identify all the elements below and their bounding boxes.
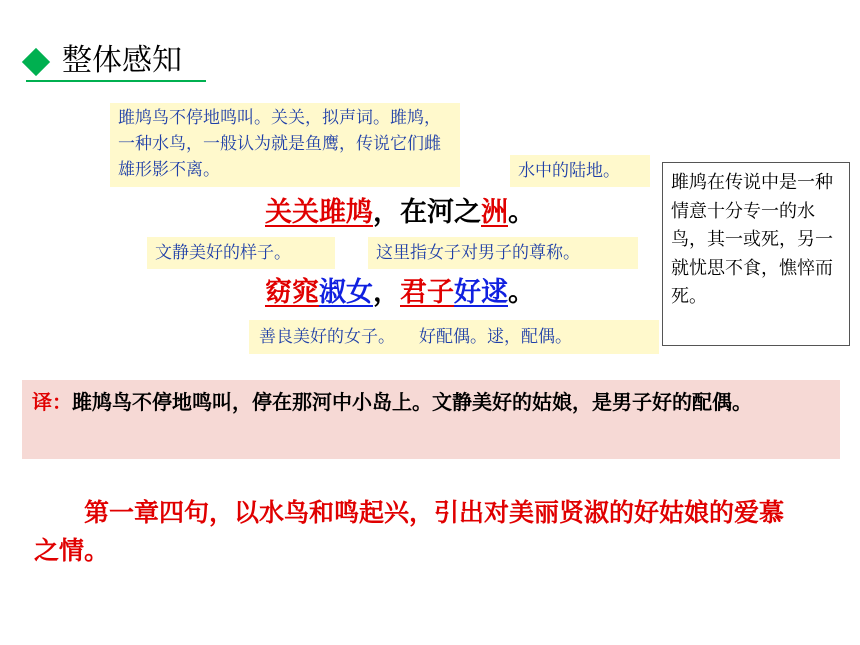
jujiu-legend-box: 雎鸠在传说中是一种情意十分专一的水鸟，其一或死，另一就忧思不食，憔悴而死。 — [662, 162, 850, 346]
note-shunv-haoqiu — [249, 320, 659, 354]
poem-word-junzi: 君子 — [400, 277, 454, 308]
note-shunv: 善良美好的女子。 — [259, 327, 395, 347]
poem-word-jujiu: 雎鸠 — [319, 197, 373, 228]
poem-line-2 — [265, 275, 535, 311]
heading-underline — [26, 80, 206, 82]
poem-word-shunv: 淑女 — [319, 277, 373, 308]
poem-line-1 — [265, 195, 535, 231]
poem-period: 。 — [508, 277, 535, 308]
translation-text: 雎鸠鸟不停地鸣叫，停在那河中小岛上。文静美好的姑娘，是男子好的配偶。 — [72, 390, 752, 414]
poem-word-guanguan: 关关 — [265, 197, 319, 228]
note-jujiu: 雎鸠鸟不停地鸣叫。关关，拟声词。雎鸠，一种水鸟，一般认为就是鱼鹰，传说它们雌雄形影不离。 — [110, 103, 460, 187]
note-zhou: 水中的陆地。 — [510, 155, 650, 187]
note-junzi: 这里指女子对男子的尊称。 — [368, 237, 638, 269]
note-yaotiao: 文静美好的样子。 — [147, 237, 335, 269]
poem-period: 。 — [508, 197, 535, 228]
poem-word-yaotiao: 窈窕 — [265, 277, 319, 308]
chapter-summary: 第一章四句，以水鸟和鸣起兴，引出对美丽贤淑的好姑娘的爱慕之情。 — [34, 498, 785, 565]
translation-label: 译： — [32, 390, 72, 414]
poem-word-zhou: 洲 — [481, 197, 508, 228]
translation-box — [22, 380, 840, 459]
poem-word-zaihe: 在河之 — [400, 197, 481, 228]
poem-word-haoqiu: 好逑 — [454, 277, 508, 308]
diamond-bullet-icon — [22, 48, 50, 76]
poem-comma: ， — [373, 197, 400, 228]
section-heading: 整体感知 — [62, 43, 182, 78]
note-haoqiu: 好配偶。逑，配偶。 — [419, 327, 572, 347]
poem-comma: ， — [373, 277, 400, 308]
